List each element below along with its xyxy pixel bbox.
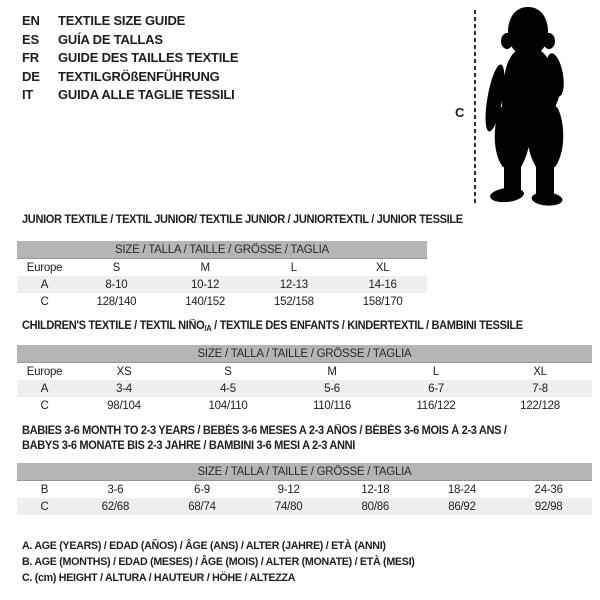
row-label: Europe <box>26 261 63 274</box>
language-row-es <box>22 31 238 50</box>
language-code: DE <box>22 68 40 84</box>
size-cell: L <box>290 261 297 274</box>
section-title-babies-line2: BABYS 3-6 MONATE BIS 2-3 JAHRE / BAMBINI 3-6 MESI A 2-3 ANNI <box>22 440 355 452</box>
section-title-children-sub: /A <box>204 324 212 333</box>
size-cell: 14-16 <box>338 276 427 293</box>
row-label: C <box>17 498 72 515</box>
size-cell: 5-6 <box>280 380 384 397</box>
language-row-en <box>22 12 238 31</box>
language-code: FR <box>22 50 39 65</box>
table-row <box>17 363 592 381</box>
language-row-it <box>22 86 238 105</box>
size-cell: 10-12 <box>161 276 250 293</box>
size-cell: 80/86 <box>332 498 419 515</box>
measure-label-c: C <box>455 105 465 120</box>
language-title: GUIDA ALLE TAGLIE TESSILI <box>58 87 235 102</box>
size-cell: 6-9 <box>194 483 210 496</box>
table-header-row <box>17 463 592 481</box>
table-header-bar: SIZE / TALLA / TAILLE / GRÖSSE / TAGLIA <box>17 345 592 363</box>
footnotes <box>22 538 415 586</box>
table-row <box>17 259 427 277</box>
size-cell: 3-4 <box>72 380 176 397</box>
footnote-a: A. AGE (YEARS) / EDAD (AÑOS) / ÂGE (ANS) / ALTER (JAHRE) / ETÀ (ANNI) <box>22 540 386 552</box>
language-title: GUÍA DE TALLAS <box>58 31 163 47</box>
section-title-children-post: / TEXTILE DES ENFANTS / KINDERTEXTIL / BAMBINI TESSILE <box>211 320 523 332</box>
size-cell: 116/122 <box>416 399 456 412</box>
section-title-children <box>22 320 523 333</box>
table-row <box>17 293 427 310</box>
size-cell: 24-36 <box>534 483 563 496</box>
size-cell: 158/170 <box>362 295 403 308</box>
size-cell: 6-7 <box>384 380 488 397</box>
size-cell: 4-5 <box>176 380 280 397</box>
size-cell: 122/128 <box>520 399 560 412</box>
table-row <box>17 397 592 414</box>
size-cell: L <box>432 365 440 378</box>
size-cell: XL <box>375 261 390 274</box>
toddler-silhouette-image <box>482 5 582 207</box>
row-label: Europe <box>26 365 63 378</box>
size-cell: 86/92 <box>419 498 506 515</box>
language-row-fr <box>22 49 238 68</box>
language-code: IT <box>22 87 34 102</box>
language-title: TEXTILGRÖßENFÜHRUNG <box>58 68 220 84</box>
size-cell: S <box>224 365 232 378</box>
row-label: C <box>40 399 49 412</box>
leg-right <box>536 161 554 197</box>
foot-right <box>531 191 563 206</box>
table-header-row <box>17 241 427 259</box>
size-cell: 3-6 <box>107 483 124 496</box>
row-label: A <box>17 380 72 397</box>
size-table-babies <box>17 463 592 515</box>
size-cell: 62/68 <box>72 498 159 515</box>
size-cell: 110/116 <box>312 399 352 412</box>
size-cell: 128/140 <box>96 295 137 308</box>
section-title-babies <box>22 424 507 454</box>
section-title-junior: JUNIOR TEXTILE / TEXTIL JUNIOR/ TEXTILE JUNIOR / JUNIORTEXTIL / JUNIOR TESSILE <box>22 214 463 226</box>
size-cell: 7-8 <box>488 380 592 397</box>
table-header-bar: SIZE / TALLA / TAILLE / GRÖSSE / TAGLIA <box>17 463 592 481</box>
table-row <box>17 380 592 397</box>
size-cell: 104/110 <box>208 399 248 412</box>
table-row <box>17 481 592 499</box>
size-cell: XS <box>116 365 132 378</box>
table-row <box>17 276 427 293</box>
language-title: GUIDE DES TAILLES TEXTILE <box>58 50 239 65</box>
size-cell: M <box>327 365 337 378</box>
language-code: ES <box>22 31 39 47</box>
size-cell: S <box>112 261 121 274</box>
size-cell: M <box>200 261 210 274</box>
language-header <box>22 12 238 105</box>
size-cell: 140/152 <box>185 295 226 308</box>
footnote-c: C. (cm) HEIGHT / ALTURA / HAUTEUR / HÖHE / ALTEZZA <box>22 572 296 584</box>
footnote-b: B. AGE (MONTHS) / EDAD (MESES) / ÂGE (MOIS) / ALTER (MONATE) / ETÀ (MESI) <box>22 556 415 568</box>
section-title-children-pre: CHILDREN'S TEXTILE / TEXTIL NIÑO <box>22 320 205 332</box>
size-cell: 12-18 <box>361 483 390 496</box>
size-cell: 92/98 <box>505 498 592 515</box>
table-row <box>17 498 592 515</box>
row-label: A <box>17 276 72 293</box>
size-cell: 74/80 <box>245 498 332 515</box>
table-header-bar: SIZE / TALLA / TAILLE / GRÖSSE / TAGLIA <box>17 241 427 259</box>
size-cell: 68/74 <box>159 498 246 515</box>
size-cell: 152/158 <box>273 295 314 308</box>
size-cell: 18-24 <box>447 483 477 496</box>
size-table-junior <box>17 241 427 310</box>
size-cell: 98/104 <box>107 399 141 412</box>
row-label: B <box>40 483 49 496</box>
height-measure-dashed-line <box>474 10 476 205</box>
size-cell: 8-10 <box>72 276 161 293</box>
language-title: TEXTILE SIZE GUIDE <box>58 13 186 28</box>
language-row-de <box>22 68 238 87</box>
size-cell: 12-13 <box>250 276 339 293</box>
shorts <box>495 107 564 167</box>
size-table-children <box>17 345 592 414</box>
size-cell: 9-12 <box>277 483 300 496</box>
table-header-row <box>17 345 592 363</box>
section-title-babies-line1: BABIES 3-6 MONTH TO 2-3 YEARS / BEBÉS 3-6 MESES A 2-3 AÑOS / BÉBÉS 3-6 MOIS À 2-3 ANS / <box>22 425 507 437</box>
language-code: EN <box>22 13 40 28</box>
size-cell: XL <box>533 365 547 378</box>
row-label: C <box>40 295 49 308</box>
